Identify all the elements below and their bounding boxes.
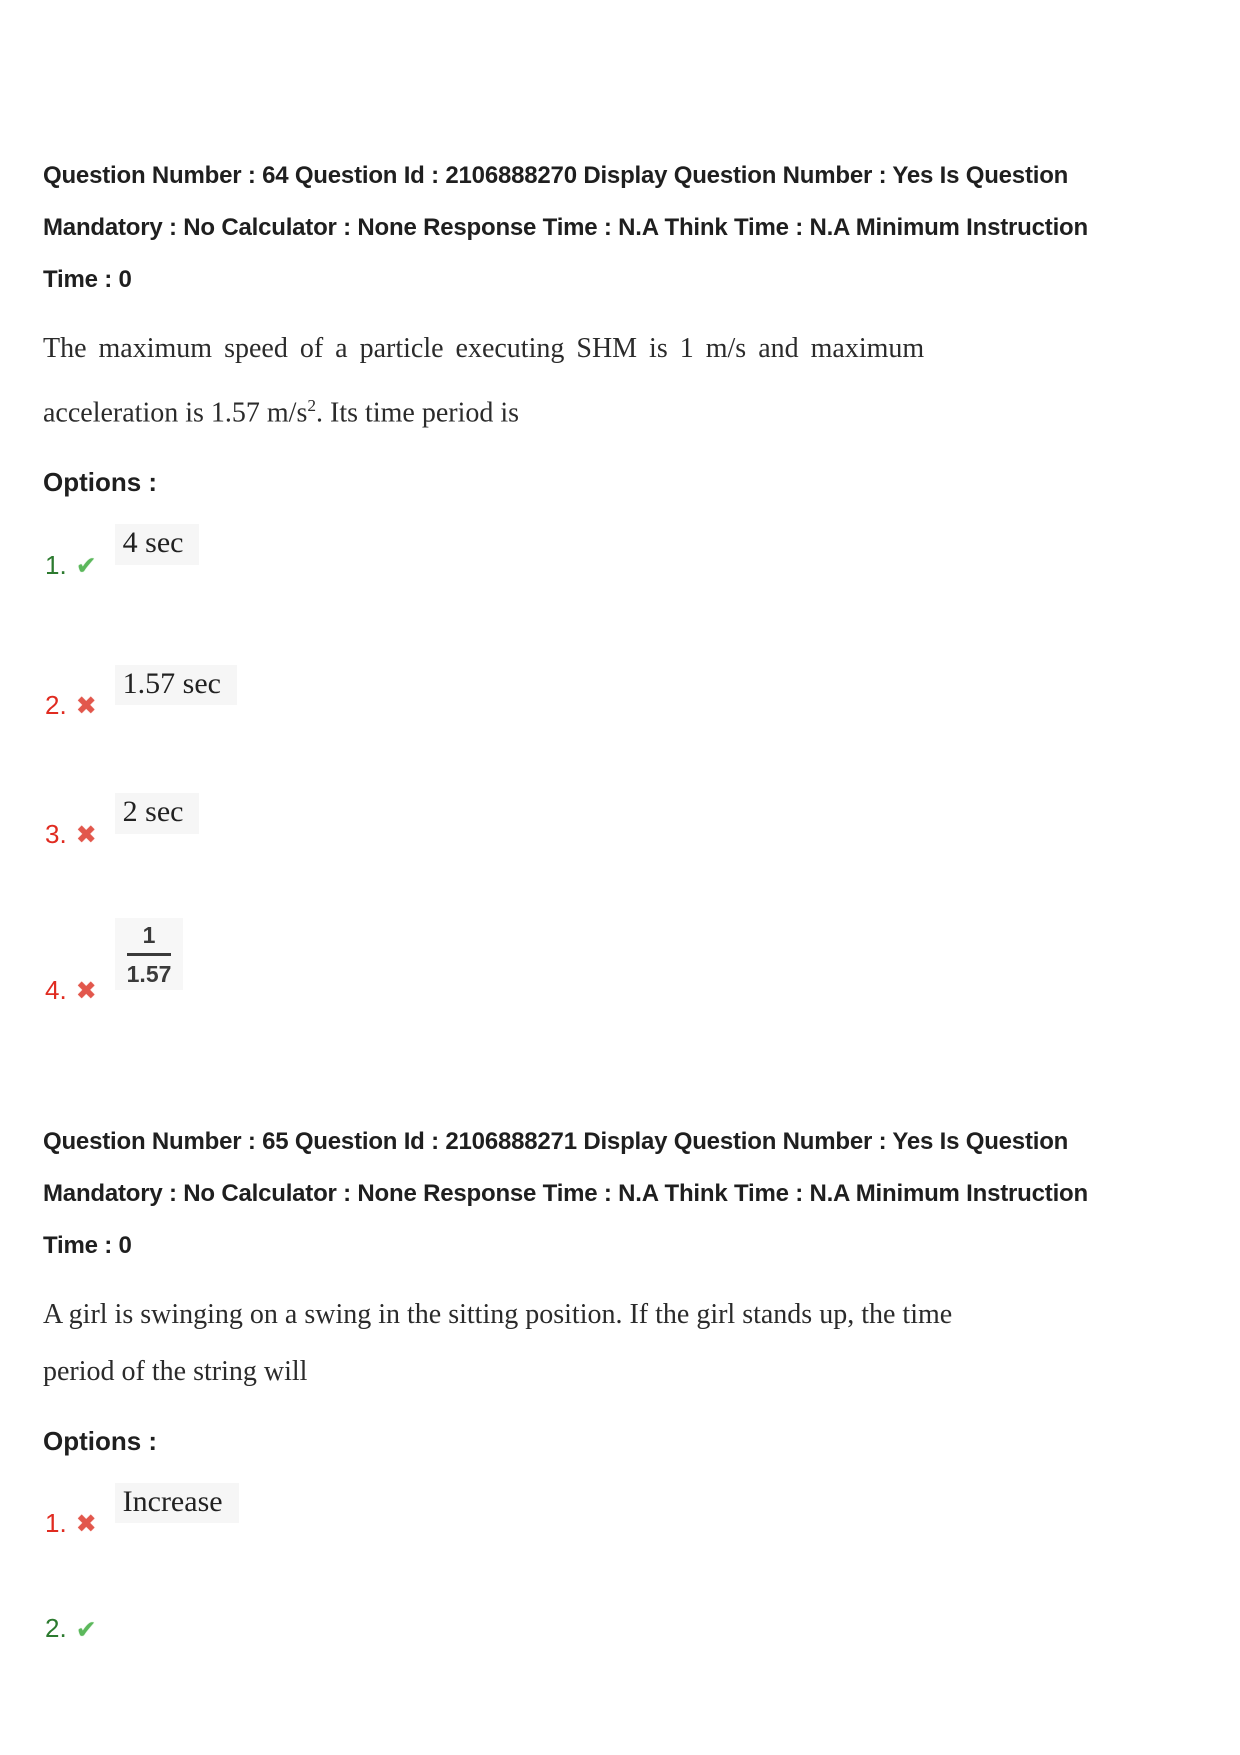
option-label: Increase [115,1483,239,1524]
question-text-line [43,377,1200,441]
question-text-line: The maximum speed of a particle executing SHM is 1 m/s and maximum [43,333,925,364]
option-row-3 [45,795,1200,849]
question-text-line: period of the string will [43,1355,308,1387]
correct-check-icon: ✔ [75,551,97,580]
fraction-numerator: 1 [142,921,156,948]
fraction-denominator: 1.57 [126,960,172,987]
wrong-cross-icon: ✖ [75,692,97,721]
option-number: 2. [45,690,67,721]
option-number: 4. [45,974,67,1005]
fraction [115,918,184,990]
wrong-cross-icon: ✖ [75,976,97,1005]
wrong-cross-icon: ✖ [75,820,97,849]
question-block-65 [43,1116,1200,1643]
correct-check-icon: ✔ [75,1615,97,1644]
option-label: 4 sec [115,524,200,565]
option-label: 1.57 sec [115,665,237,706]
question-header-line: Question Number : 65 Question Id : 2106888271 Display Question Number : Yes Is Question [43,1127,1069,1155]
question-header-line: Time : 0 [43,1231,132,1259]
question-64-header [43,150,1200,306]
option-row-2 [45,666,1200,721]
question-header-line: Question Number : 64 Question Id : 2106888270 Display Question Number : Yes Is Question [43,162,1069,189]
question-text-line: A girl is swinging on a swing in the sitting position. If the girl stands up, the time [43,1298,953,1330]
question-65-text [43,1286,1200,1400]
question-64-text [43,320,1200,441]
options-label: Options : [43,1425,158,1456]
question-block-64 [43,150,1200,1004]
option-number: 2. [45,1613,67,1644]
option-row-4 [45,921,1200,1005]
fraction-bar [127,953,172,956]
option-label: 2 sec [115,793,200,834]
option-number: 1. [45,1508,67,1539]
options-label: Options : [43,467,158,498]
question-header-line: Mandatory : No Calculator : None Response Time : N.A Think Time : N.A Minimum Instruction [43,1179,1088,1207]
option-number: 1. [45,549,67,580]
question-text-segment: . Its time period is [316,397,520,429]
question-text-segment: acceleration is 1.57 m/s [43,397,308,429]
option-row-1 [45,526,1200,580]
option-row-1 [45,1484,1200,1539]
question-65-header [43,1116,1200,1272]
option-number: 3. [45,818,67,849]
wrong-cross-icon: ✖ [75,1510,97,1539]
superscript: 2 [307,396,317,415]
question-header-line: Mandatory : No Calculator : None Response Time : N.A Think Time : N.A Minimum Instruction [43,214,1088,241]
option-row-2 [45,1615,1200,1642]
question-header-line: Time : 0 [43,266,132,293]
